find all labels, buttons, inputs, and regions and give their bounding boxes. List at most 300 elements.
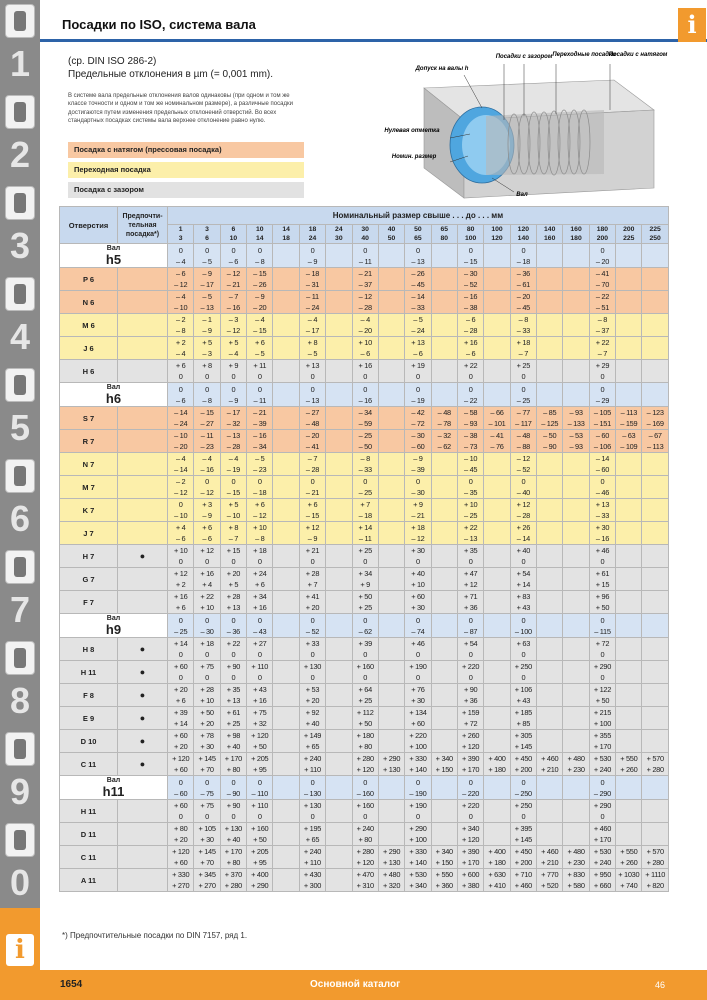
lower-deviation: – 60 <box>595 465 610 474</box>
upper-deviation: + 16 <box>200 569 214 578</box>
tolerance-cell <box>616 407 642 430</box>
lower-deviation: – 10 <box>174 303 188 312</box>
lower-deviation: + 170 <box>593 742 612 751</box>
lower-deviation: – 15 <box>464 256 478 266</box>
tolerance-cell <box>537 522 563 545</box>
upper-deviation: – 67 <box>648 431 662 440</box>
tolerance-cell <box>589 614 615 638</box>
lower-deviation: + 210 <box>541 858 559 867</box>
lower-deviation: + 5 <box>228 580 239 589</box>
tolerance-cell <box>537 545 563 568</box>
caliper-icon <box>5 277 35 311</box>
range-header <box>484 225 510 244</box>
lower-deviation: – 113 <box>646 442 664 451</box>
tolerance-cell <box>484 707 510 730</box>
lower-deviation: + 280 <box>646 765 664 774</box>
tolerance-cell <box>510 522 536 545</box>
upper-deviation: + 950 <box>593 870 612 879</box>
tolerance-cell <box>168 522 194 545</box>
upper-deviation: + 90 <box>226 801 241 810</box>
tolerance-cell <box>168 430 194 453</box>
lower-deviation: + 230 <box>567 858 585 867</box>
tolerance-cell <box>168 869 194 892</box>
tolerance-cell <box>642 383 668 407</box>
upper-deviation: – 11 <box>306 292 319 301</box>
shaft-label <box>60 614 168 638</box>
lower-deviation: – 18 <box>358 511 372 520</box>
lower-deviation: 0 <box>521 557 526 566</box>
tolerance-cell <box>247 869 273 892</box>
lower-deviation: – 61 <box>516 280 530 289</box>
hole-tolerance: N 6 <box>60 291 118 314</box>
tolerance-cell <box>563 707 589 730</box>
label-transition-fits: Переходные посадки <box>552 52 616 58</box>
sidebar-item-number: 6 <box>9 498 31 539</box>
tolerance-cell <box>352 823 378 846</box>
tolerance-cell <box>537 591 563 614</box>
upper-deviation: + 530 <box>593 847 612 856</box>
tolerance-cell <box>563 314 589 337</box>
upper-deviation: 0 <box>257 777 262 787</box>
tolerance-cell <box>378 476 404 499</box>
tolerance-cell <box>220 661 246 684</box>
lower-deviation: – 9 <box>202 511 212 520</box>
lower-deviation: – 13 <box>464 534 478 543</box>
lower-deviation: 0 <box>310 372 315 381</box>
upper-deviation: – 16 <box>464 292 478 301</box>
tolerance-cell <box>352 244 378 268</box>
tolerance-cell <box>326 869 352 892</box>
sidebar-item-2[interactable] <box>0 91 40 181</box>
shaft-keyword: Вал <box>106 245 121 252</box>
upper-deviation: + 570 <box>646 754 664 763</box>
tolerance-cell <box>194 614 220 638</box>
upper-deviation: + 27 <box>253 639 267 648</box>
tolerance-cell <box>563 800 589 823</box>
lower-deviation: – 8 <box>255 256 265 266</box>
upper-deviation: – 32 <box>437 431 451 440</box>
tolerance-cell <box>616 684 642 707</box>
tolerance-cell <box>457 800 483 823</box>
lower-deviation: 0 <box>600 372 605 381</box>
tolerance-cell <box>589 476 615 499</box>
upper-deviation: – 60 <box>595 431 610 440</box>
upper-deviation: + 60 <box>173 731 188 740</box>
lower-deviation: 0 <box>257 557 262 566</box>
range-from: 50 <box>414 226 422 233</box>
tolerance-cell <box>642 638 668 661</box>
upper-deviation: + 4 <box>175 523 186 532</box>
upper-deviation: – 77 <box>516 408 530 417</box>
hole-tolerance: F 7 <box>60 591 118 614</box>
upper-deviation: + 470 <box>356 870 374 879</box>
tolerance-cell <box>220 430 246 453</box>
intro-paragraph: В системе вала предельные отклонения валов одинаковы (при одном и том же классе точности и одном и том же номинальном размере), а различные посадки достигаются путем изменения предельных отклонений отверстий. Во всех стандартных посадках системы вала верхнее отклонение равно нулю. <box>68 93 293 124</box>
tolerance-cell <box>247 545 273 568</box>
tolerance-cell <box>378 800 404 823</box>
tolerance-cell <box>220 568 246 591</box>
tolerance-cell <box>405 522 431 545</box>
lower-deviation: 0 <box>600 812 605 821</box>
upper-deviation: – 50 <box>543 431 557 440</box>
tolerance-cell <box>589 753 615 776</box>
upper-deviation: 0 <box>310 477 315 486</box>
lower-deviation: – 13 <box>411 256 425 266</box>
preferred-mark <box>118 268 168 291</box>
preferred-mark <box>118 568 168 591</box>
tolerance-cell <box>405 684 431 707</box>
tolerance-cell <box>299 407 325 430</box>
hole-tolerance: A 11 <box>60 869 118 892</box>
tolerance-cell <box>168 661 194 684</box>
lower-deviation: – 160 <box>356 788 374 798</box>
range-header <box>563 225 589 244</box>
upper-deviation: 0 <box>468 777 473 787</box>
lower-deviation: – 51 <box>595 303 610 312</box>
tolerance-cell <box>616 753 642 776</box>
lower-deviation: + 80 <box>226 765 241 774</box>
lower-deviation: – 45 <box>516 303 530 312</box>
tolerance-cell <box>378 360 404 383</box>
upper-deviation: + 530 <box>593 754 612 763</box>
lower-deviation: – 33 <box>411 303 425 312</box>
lower-deviation: – 43 <box>253 626 267 636</box>
sidebar-item-1[interactable] <box>0 0 40 90</box>
lower-deviation: – 93 <box>464 419 478 428</box>
tolerance-cell <box>194 244 220 268</box>
upper-deviation: + 570 <box>646 847 664 856</box>
upper-deviation: + 134 <box>409 708 427 717</box>
tolerance-cell <box>247 337 273 360</box>
lower-deviation: + 110 <box>304 858 321 867</box>
tolerance-cell <box>247 522 273 545</box>
tolerance-cell <box>616 730 642 753</box>
tolerance-cell <box>405 591 431 614</box>
upper-deviation: + 8 <box>307 338 318 347</box>
lower-deviation: 0 <box>257 812 262 821</box>
upper-deviation: + 14 <box>173 639 188 648</box>
tolerance-cell <box>194 383 220 407</box>
tolerance-cell <box>273 407 299 430</box>
hole-tolerance: H 7 <box>60 545 118 568</box>
range-from: 14 <box>282 226 290 233</box>
lower-deviation: + 200 <box>514 858 532 867</box>
upper-deviation: + 149 <box>303 731 322 740</box>
tolerance-cell <box>589 522 615 545</box>
lower-deviation: – 133 <box>567 419 585 428</box>
upper-deviation: + 160 <box>356 801 374 810</box>
hole-tolerance: H 8 <box>60 638 118 661</box>
tolerance-cell <box>220 753 246 776</box>
tolerance-cell <box>431 337 457 360</box>
upper-deviation: – 38 <box>464 431 478 440</box>
lower-deviation: 0 <box>231 812 236 821</box>
hole-tolerance: D 10 <box>60 730 118 753</box>
page-number: 1654 <box>60 979 83 990</box>
tolerance-cell <box>431 407 457 430</box>
tolerance-cell <box>352 568 378 591</box>
preferred-mark: ● <box>118 684 168 707</box>
lower-deviation: + 280 <box>646 858 664 867</box>
upper-deviation: + 480 <box>567 847 585 856</box>
lower-deviation: + 580 <box>567 881 585 890</box>
tolerance-cell <box>168 568 194 591</box>
tolerance-cell <box>247 360 273 383</box>
sidebar-item-number: 9 <box>9 771 31 812</box>
preferred-mark: ● <box>118 730 168 753</box>
lower-deviation: + 360 <box>435 881 453 890</box>
tolerance-cell <box>563 430 589 453</box>
table-row <box>60 661 669 684</box>
tolerance-cell <box>589 383 615 407</box>
tolerance-cell <box>220 499 246 522</box>
tolerance-cell <box>510 823 536 846</box>
lower-deviation: 0 <box>363 650 368 659</box>
sidebar-item-4[interactable] <box>0 273 40 363</box>
tolerance-cell <box>247 314 273 337</box>
upper-deviation: 0 <box>205 477 209 486</box>
upper-deviation: + 21 <box>305 546 320 555</box>
tolerance-cell <box>405 661 431 684</box>
tolerance-cell <box>326 776 352 800</box>
lower-deviation: – 28 <box>516 511 530 520</box>
tolerance-cell <box>537 823 563 846</box>
tolerance-cell <box>405 800 431 823</box>
tolerance-cell <box>431 568 457 591</box>
tolerance-cell <box>378 407 404 430</box>
lower-deviation: + 120 <box>356 765 374 774</box>
upper-deviation: + 120 <box>172 754 190 763</box>
tolerance-cell <box>273 661 299 684</box>
lower-deviation: – 20 <box>253 303 267 312</box>
sidebar-item-number: 2 <box>9 134 31 175</box>
upper-deviation: – 15 <box>200 408 214 417</box>
shaft-label <box>60 383 168 407</box>
tolerance-cell <box>299 499 325 522</box>
tolerance-cell <box>273 383 299 407</box>
tolerance-cell <box>299 360 325 383</box>
lower-deviation: + 65 <box>305 835 320 844</box>
lower-deviation: 0 <box>231 673 236 682</box>
upper-deviation: + 90 <box>463 685 478 694</box>
tolerance-cell <box>484 268 510 291</box>
lower-deviation: + 6 <box>175 696 186 705</box>
lower-deviation: 0 <box>600 557 605 566</box>
upper-deviation: + 14 <box>358 523 372 532</box>
tolerance-cell <box>273 545 299 568</box>
upper-deviation: 0 <box>521 615 526 625</box>
upper-deviation: – 9 <box>202 269 212 278</box>
sidebar-info-tab[interactable] <box>0 908 40 1000</box>
tolerance-cell <box>378 453 404 476</box>
tolerance-cell <box>352 614 378 638</box>
upper-deviation: 0 <box>363 245 368 255</box>
tolerance-cell <box>405 730 431 753</box>
lower-deviation: + 100 <box>409 835 427 844</box>
lower-deviation: 0 <box>257 372 262 381</box>
tolerance-cell <box>299 753 325 776</box>
tolerance-cell <box>273 614 299 638</box>
preferred-mark <box>118 407 168 430</box>
range-from: 225 <box>649 226 661 233</box>
upper-deviation: 0 <box>363 384 368 394</box>
tolerance-cell <box>194 545 220 568</box>
tolerance-cell <box>220 730 246 753</box>
tolerance-cell <box>299 730 325 753</box>
lower-deviation: – 5 <box>202 256 212 266</box>
upper-deviation: + 54 <box>516 569 531 578</box>
tolerance-cell <box>405 545 431 568</box>
tolerance-cell <box>352 291 378 314</box>
lower-deviation: + 660 <box>593 881 612 890</box>
lower-deviation: – 76 <box>490 442 504 451</box>
upper-deviation: 0 <box>178 500 183 509</box>
lower-deviation: + 320 <box>382 881 401 890</box>
tolerance-cell <box>457 291 483 314</box>
lower-deviation: + 260 <box>620 765 638 774</box>
table-row <box>60 314 669 337</box>
tolerance-cell <box>642 499 668 522</box>
tolerance-cell <box>247 800 273 823</box>
upper-deviation: – 5 <box>413 315 423 324</box>
tolerance-cell <box>484 568 510 591</box>
sidebar-item-5[interactable] <box>0 364 40 454</box>
tolerance-cell <box>537 337 563 360</box>
lower-deviation: + 460 <box>514 881 532 890</box>
sidebar-item-6[interactable] <box>0 455 40 545</box>
lower-deviation: – 12 <box>174 488 188 497</box>
tolerance-cell <box>457 776 483 800</box>
tolerance-cell <box>352 684 378 707</box>
info-icon[interactable]: i <box>678 8 706 42</box>
tolerance-cell <box>431 661 457 684</box>
range-to: 250 <box>649 235 661 242</box>
tolerance-cell <box>326 707 352 730</box>
tolerance-cell <box>616 430 642 453</box>
lower-deviation: – 12 <box>226 326 240 335</box>
upper-deviation: – 4 <box>307 315 318 324</box>
lower-deviation: – 7 <box>228 534 239 543</box>
tolerance-cell <box>326 499 352 522</box>
lower-deviation: + 10 <box>200 603 214 612</box>
lower-deviation: 0 <box>363 673 368 682</box>
tolerance-cell <box>563 846 589 869</box>
lower-deviation: – 10 <box>226 511 240 520</box>
upper-deviation: + 220 <box>462 662 480 671</box>
header-nominal-size: Номинальный размер свыше . . . до . . . мм <box>168 207 669 225</box>
range-to: 120 <box>491 235 503 242</box>
table-row <box>60 360 669 383</box>
range-from: 10 <box>255 226 264 233</box>
tolerance-cell <box>563 823 589 846</box>
preferred-mark <box>118 499 168 522</box>
table-row <box>60 846 669 869</box>
tolerance-cell <box>484 360 510 383</box>
tolerance-cell <box>431 707 457 730</box>
upper-deviation: + 92 <box>305 708 320 717</box>
tolerance-cell <box>168 453 194 476</box>
upper-deviation: 0 <box>416 245 420 255</box>
tolerance-cell <box>220 476 246 499</box>
tolerance-cell <box>168 776 194 800</box>
tolerance-cell <box>326 545 352 568</box>
table-row <box>60 291 669 314</box>
tolerance-cell <box>326 591 352 614</box>
tolerance-cell <box>352 707 378 730</box>
upper-deviation: 0 <box>600 777 605 787</box>
sidebar-item-8[interactable] <box>0 637 40 727</box>
tolerance-cell <box>168 591 194 614</box>
lower-deviation: – 75 <box>200 788 214 798</box>
tolerance-cell <box>405 846 431 869</box>
tolerance-cell <box>220 522 246 545</box>
upper-deviation: + 60 <box>173 662 188 671</box>
tolerance-cell <box>537 453 563 476</box>
sidebar-item-0[interactable] <box>0 819 40 909</box>
tolerance-cell <box>642 823 668 846</box>
lower-deviation: – 13 <box>305 395 320 405</box>
lower-deviation: – 9 <box>202 326 212 335</box>
upper-deviation: + 250 <box>514 662 532 671</box>
upper-deviation: + 630 <box>488 870 506 879</box>
range-from: 200 <box>623 226 635 233</box>
tolerance-cell <box>247 707 273 730</box>
lower-deviation: + 145 <box>514 835 532 844</box>
tolerance-cell <box>299 337 325 360</box>
upper-deviation: + 96 <box>595 592 610 601</box>
upper-deviation: + 330 <box>409 847 427 856</box>
legend-press-fit: Посадка с натягом (прессовая посадка) <box>68 142 304 158</box>
lower-deviation: + 310 <box>356 881 374 890</box>
upper-deviation: – 123 <box>646 408 664 417</box>
fit-table <box>59 206 669 892</box>
preferred-mark <box>118 522 168 545</box>
tolerance-cell <box>510 614 536 638</box>
sidebar-item-9[interactable] <box>0 728 40 818</box>
lower-deviation: – 4 <box>175 349 186 358</box>
lower-deviation: + 13 <box>226 696 241 705</box>
table-row <box>60 522 669 545</box>
lower-deviation: – 27 <box>200 419 214 428</box>
upper-deviation: + 13 <box>305 361 320 370</box>
upper-deviation: + 240 <box>303 847 322 856</box>
sidebar-item-3[interactable] <box>0 182 40 272</box>
tolerance-cell <box>168 823 194 846</box>
lower-deviation: + 12 <box>463 580 478 589</box>
lower-deviation: – 12 <box>200 488 214 497</box>
range-from: 160 <box>570 226 582 233</box>
tolerance-cell <box>563 453 589 476</box>
tolerance-cell <box>273 268 299 291</box>
sidebar-item-7[interactable] <box>0 546 40 636</box>
tolerance-cell <box>431 476 457 499</box>
tolerance-cell <box>537 776 563 800</box>
tolerance-cell <box>273 499 299 522</box>
shaft-row <box>60 776 669 800</box>
tolerance-cell <box>484 476 510 499</box>
tolerance-cell <box>510 360 536 383</box>
lower-deviation: + 145 <box>514 742 532 751</box>
tolerance-cell <box>589 730 615 753</box>
tolerance-cell <box>589 337 615 360</box>
range-to: 14 <box>255 235 264 242</box>
tolerance-cell <box>537 499 563 522</box>
tool-case-icon <box>5 641 35 675</box>
tolerance-cell <box>642 684 668 707</box>
upper-deviation: – 7 <box>307 454 318 463</box>
tolerance-cell <box>220 707 246 730</box>
tolerance-cell <box>220 684 246 707</box>
